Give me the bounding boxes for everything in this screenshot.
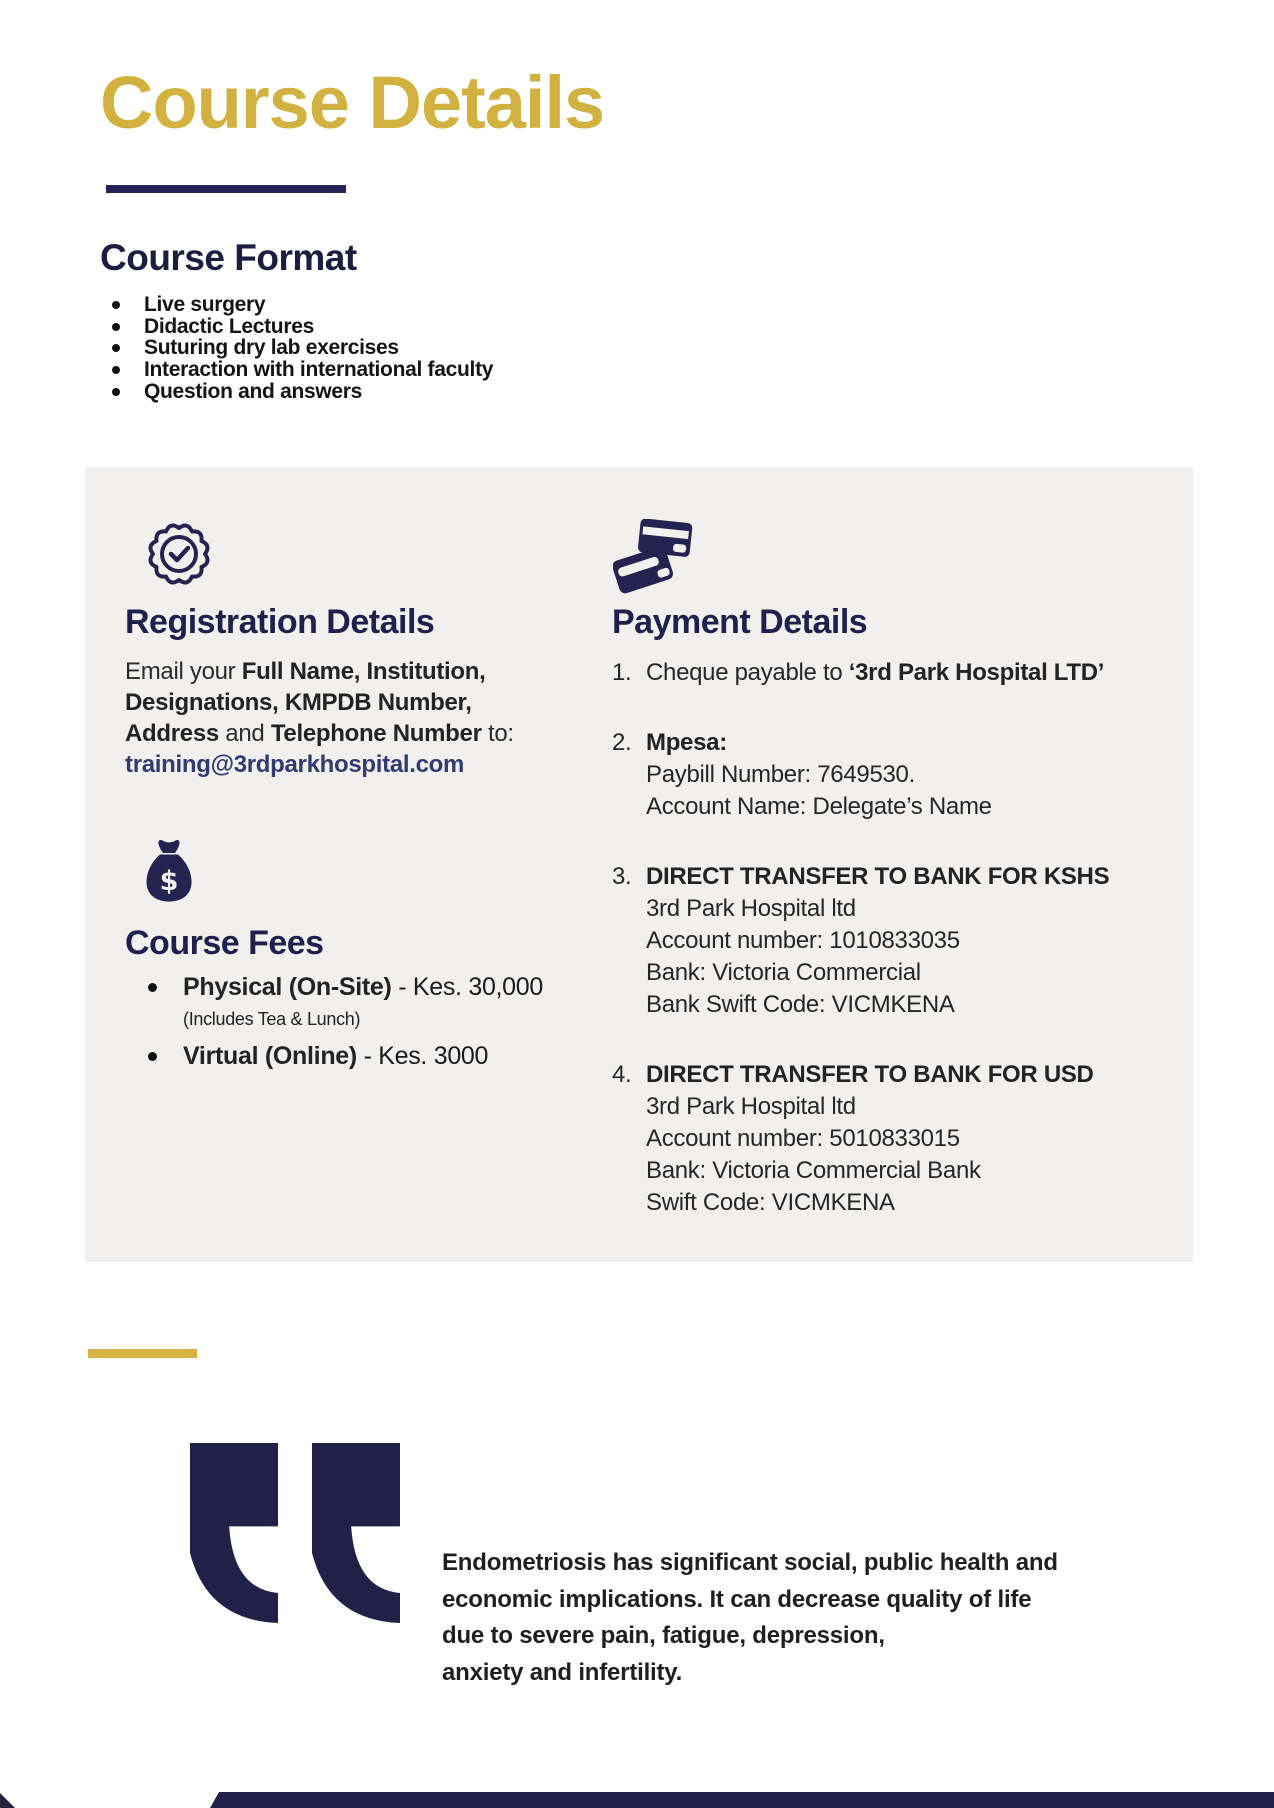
item-number: 1.: [612, 659, 632, 686]
registration-line: [125, 749, 575, 780]
list-item: [104, 359, 493, 381]
payment-list: [612, 657, 1187, 1257]
fee-item-line: [183, 1040, 585, 1073]
text-segment: and: [218, 720, 271, 747]
course-format-list: [104, 294, 493, 403]
gold-divider: [88, 1349, 197, 1358]
payment-item-line: Bank Swift Code: VICMKENA: [646, 991, 955, 1018]
item-number: 3.: [612, 863, 632, 890]
fee-note: (Includes Tea & Lunch): [183, 1009, 361, 1029]
payment-item-title: DIRECT TRANSFER TO BANK FOR USD: [646, 1061, 1094, 1088]
bullet-icon: [112, 323, 120, 331]
text-segment: Address: [125, 720, 219, 747]
quote-line: anxiety and infertility.: [442, 1658, 683, 1686]
payment-item-body: [646, 657, 1187, 689]
payment-heading: Payment Details: [612, 603, 868, 641]
bottom-accent-bar: [210, 1792, 1274, 1808]
payment-item-title: DIRECT TRANSFER TO BANK FOR KSHS: [646, 863, 1110, 890]
list-item: [104, 381, 493, 403]
fee-item: [125, 1040, 585, 1073]
registration-instructions: [125, 656, 575, 780]
quote-line: due to severe pain, fatigue, depression,: [442, 1622, 885, 1649]
payment-item-line: Paybill Number: 7649530.: [646, 761, 915, 788]
payment-item: [612, 657, 1187, 689]
payment-item-line: 3rd Park Hospital ltd: [646, 895, 856, 922]
registration-heading: Registration Details: [125, 603, 435, 641]
money-bag-icon: [140, 837, 198, 915]
registration-email-link[interactable]: training@3rdparkhospital.com: [125, 751, 465, 778]
bullet-icon: [112, 388, 120, 396]
text-segment: Cheque payable to: [646, 659, 849, 686]
svg-text:$: $: [159, 866, 179, 897]
course-fees-list: [125, 971, 585, 1081]
payment-item-body: [646, 861, 1187, 1021]
text-segment: Telephone Number: [270, 720, 482, 747]
text-segment: ‘3rd Park Hospital LTD’: [848, 659, 1105, 686]
quote-line: economic implications. It can decrease quality of life: [442, 1585, 1032, 1613]
text-segment: Email your: [125, 658, 242, 685]
bullet-icon: [112, 366, 120, 374]
payment-item-line: Bank: Victoria Commercial: [646, 959, 921, 986]
payment-item: [612, 861, 1187, 1021]
payment-item-line: 3rd Park Hospital ltd: [646, 1093, 856, 1120]
payment-item-title: Mpesa:: [646, 729, 727, 756]
fee-name: Virtual (Online): [183, 1042, 357, 1070]
payment-item-body: [646, 727, 1187, 823]
info-panel: [85, 467, 1193, 1262]
payment-item-line: Swift Code: VICMKENA: [646, 1189, 895, 1216]
course-format-heading: Course Format: [100, 237, 357, 278]
registration-line: [125, 656, 575, 687]
list-item-label: Live surgery: [144, 293, 266, 316]
list-item: [104, 337, 493, 359]
payment-item: [612, 1059, 1187, 1219]
fee-name: Physical (On-Site): [183, 973, 392, 1001]
list-item: [104, 316, 493, 338]
payment-item-line: [646, 657, 1187, 689]
quote-icon: [190, 1443, 278, 1623]
item-number: 4.: [612, 1061, 632, 1088]
award-badge-icon: [145, 520, 213, 588]
page-title: Course Details: [100, 61, 605, 144]
list-item: [104, 294, 493, 316]
payment-item-body: [646, 1059, 1187, 1219]
quote-icon: [312, 1443, 400, 1623]
payment-item-line: Account number: 5010833015: [646, 1125, 960, 1152]
fee-item-line: [183, 971, 585, 1004]
course-fees-heading: Course Fees: [125, 924, 324, 962]
text-segment: Full Name, Institution,: [241, 658, 486, 685]
text-segment: to:: [481, 720, 514, 747]
title-underline: [106, 185, 346, 193]
list-item-label: Didactic Lectures: [144, 314, 314, 338]
item-number: 2.: [612, 729, 632, 756]
bullet-icon: [148, 1052, 157, 1061]
payment-item-line: Account number: 1010833035: [646, 927, 960, 954]
corner-triangle-decoration: [0, 1791, 15, 1808]
bullet-icon: [148, 983, 157, 992]
registration-line: [125, 718, 575, 749]
registration-line: [125, 687, 575, 718]
bullet-icon: [112, 301, 120, 309]
text-segment: Designations, KMPDB Number,: [125, 689, 472, 716]
fee-item: [125, 971, 585, 1032]
quote-line: Endometriosis has significant social, public health and: [442, 1549, 1058, 1576]
fee-price: - Kes. 3000: [356, 1042, 489, 1070]
payment-item-line: Account Name: Delegate’s Name: [646, 793, 992, 820]
payment-item-line: Bank: Victoria Commercial Bank: [646, 1157, 981, 1184]
list-item-label: Suturing dry lab exercises: [144, 336, 399, 360]
fee-price: - Kes. 30,000: [391, 973, 543, 1001]
quote-text: [442, 1545, 1162, 1691]
credit-cards-icon: [613, 519, 697, 595]
list-item-label: Question and answers: [144, 379, 363, 403]
list-item-label: Interaction with international faculty: [144, 358, 494, 382]
bullet-icon: [112, 344, 120, 352]
payment-item: [612, 727, 1187, 823]
